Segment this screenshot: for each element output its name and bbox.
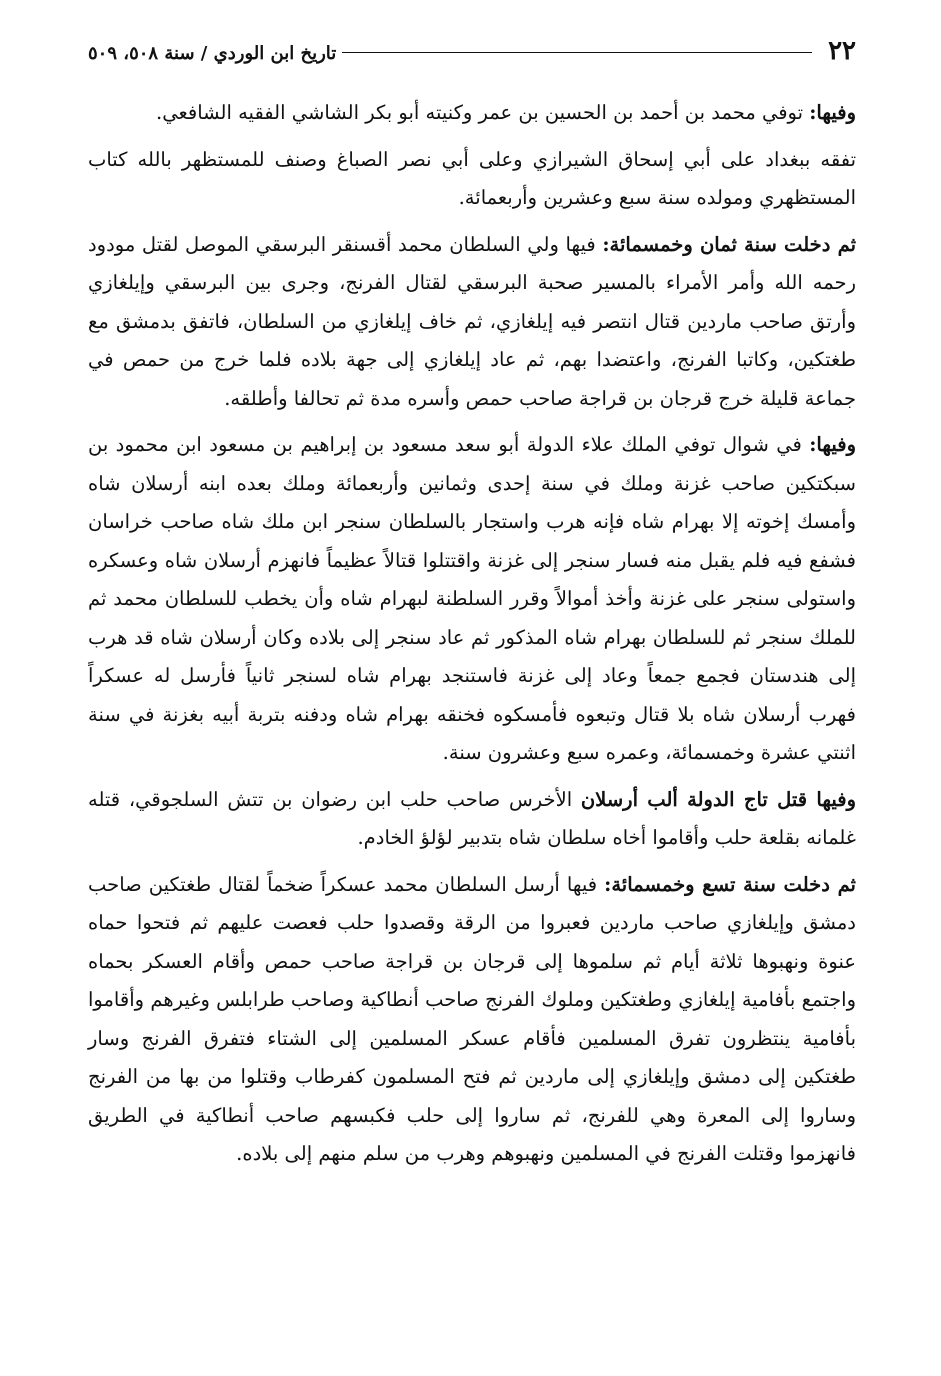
paragraph [88,426,856,773]
book-page [88,36,856,1182]
paragraph [88,866,856,1174]
paragraph-text: الأخرس صاحب حلب ابن رضوان بن تتش السلجوقي، قتله غلمانه بقلعة حلب وأقاموا أخاه سلطان شاه بتدبير لؤلؤ الخادم. [88,787,856,849]
paragraph-lead: ثم دخلت سنة تسع وخمسمائة: [604,872,856,896]
paragraph-text: في شوال توفي الملك علاء الدولة أبو سعد مسعود بن إبراهيم بن مسعود ابن محمود بن سبكتكين صاحب غزنة وملك في سنة إحدى وثمانين وأربعمائة وملك بعده ابنه أرسلان شاه وأمسك إخوته إلا بهرام شاه فإنه هرب واستجار بالسلطان سنجر ابن ملك شاه صاحب خراسان فشفع فيه فلم يقبل منه فسار سنجر إلى غزنة واقتتلوا قتالاً عظيماً فانهزم أرسلان شاه وعسكره واستولى سنجر على غزنة وأخذ أموالاً وقرر السلطنة لبهرام شاه وأن يخطب للسلطان محمد ثم للملك سنجر ثم للسلطان بهرام شاه المذكور ثم عاد سنجر إلى بلاده وكان أرسلان شاه قد هرب إلى هندستان فجمع جمعاً وعاد إلى غزنة فاستنجد بهرام شاه لسنجر ثانياً فأرسل له عسكراً فهرب أرسلان شاه بلا قتال وتبعوه فأمسكوه فخنقه بهرام شاه ودفنه بتربة أبيه بغزنة في سنة اثنتي عشرة وخمسمائة، وعمره سبع وعشرون سنة. [88,433,856,764]
paragraph-text: فيها أرسل السلطان محمد عسكراً ضخماً لقتال طغتكين صاحب دمشق وإيلغازي صاحب ماردين فعبروا من الرقة وقصدوا حلب فعصت عليهم ثم فتحوا حماه عنوة ونهبوها ثلاثة أيام ثم سلموها إلى قرجان بن قراجة صاحب حمص وأقام العسكر بحماه واجتمع بأفامية إيلغازي وطغتكين وملوك الفرنج صاحب أنطاكية وصاحب طرابلس وغيرهم وأقاموا بأفامية ينتظرون تفرق المسلمين فأقام عسكر المسلمين إلى الشتاء فتفرق الفرنج وسار طغتكين إلى دمشق وإيلغازي إلى ماردين ثم فتح المسلمون كفرطاب وقتلوا من بها من الفرنج وساروا إلى المعرة وهي للفرنج، ثم ساروا إلى حلب فكبسهم صاحب أنطاكية في الطريق فانهزموا وقتلت الفرنج في المسلمين ونهبوهم وهرب من سلم منهم إلى بلاده. [88,872,856,1165]
paragraph [88,781,856,858]
paragraph-text: تفقه ببغداد على أبي إسحاق الشيرازي وعلى أبي نصر الصباغ وصنف للمستظهر بالله كتاب المستظهري ومولده سنة سبع وعشرين وأربعمائة. [88,147,856,209]
paragraph [88,94,856,133]
paragraph-lead: وفيها: [809,101,856,124]
running-header [88,36,856,72]
paragraph-lead: وفيها: [809,433,856,456]
paragraph-lead: ثم دخلت سنة ثمان وخمسمائة: [602,232,857,256]
page-number: ٢٢ [828,36,856,66]
paragraph-text: توفي محمد بن أحمد بن الحسين بن عمر وكنيته أبو بكر الشاشي الفقيه الشافعي. [156,101,810,124]
paragraph [88,226,856,419]
header-rule [342,52,812,53]
paragraph-lead: وفيها قتل تاج الدولة ألب أرسلان [580,787,856,811]
running-title: تاريخ ابن الوردي / سنة ٥٠٨، ٥٠٩ [88,43,337,64]
paragraph-text: فيها ولي السلطان محمد أقسنقر البرسقي الموصل لقتل مودود رحمه الله وأمر الأمراء بالمسير صحبة البرسقي لقتال الفرنج، وجرى بين البرسقي وإيلغازي وأرتق صاحب ماردين قتال انتصر فيه إيلغازي، ثم خاف إيلغازي من السلطان، فاتفق بدمشق مع طغتكين، وكاتبا الفرنج، واعتضدا بهم، ثم عاد إيلغازي إلى جهة بلاده فلما خرج من حمص في جماعة قليلة خرج قرجان بن قراجة صاحب حمص وأسره مدة ثم تحالفا وأطلقه. [88,232,856,410]
paragraph [88,141,856,218]
